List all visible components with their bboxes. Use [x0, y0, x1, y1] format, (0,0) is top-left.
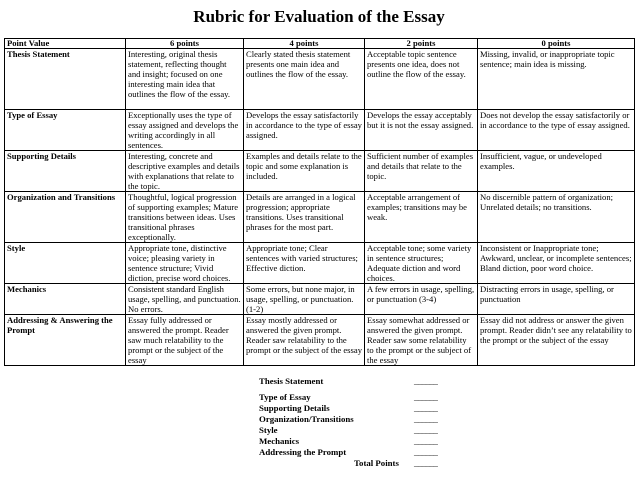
rubric-cell: Appropriate tone; Clear sentences with varied structures; Effective diction. — [244, 243, 365, 284]
summary-label: Supporting Details — [259, 403, 330, 413]
summary-label: Organization/Transitions — [259, 414, 354, 424]
summary-label: Addressing the Prompt — [259, 447, 347, 457]
summary-line — [259, 392, 444, 403]
score-blank: ______ — [414, 447, 438, 457]
rubric-cell: Exceptionally uses the type of essay assigned and develops the writing accordingly in all sentences. — [126, 110, 244, 151]
rubric-cell: A few errors in usage, spelling, or punctuation (3-4) — [365, 284, 478, 315]
rubric-cell: No discernible pattern of organization; Unrelated details; no transitions. — [478, 192, 635, 243]
rubric-cell: Essay mostly addressed or answered the given prompt. Reader saw relatability to the prompt or the subject of the essay — [244, 315, 365, 366]
score-summary — [259, 376, 444, 469]
rubric-cell: Acceptable arrangement of examples; transitions may be weak. — [365, 192, 478, 243]
summary-line — [259, 447, 444, 458]
rubric-cell: Inconsistent or Inappropriate tone; Awkward, unclear, or incomplete sentences; Bland diction, poor word choice. — [478, 243, 635, 284]
rubric-cell: Acceptable topic sentence presents one idea, does not outline the flow of the essay. — [365, 49, 478, 110]
table-row — [5, 110, 635, 151]
header-2-points: 2 points — [365, 39, 478, 49]
rubric-cell: Develops the essay satisfactorily in accordance to the type of essay assigned. — [244, 110, 365, 151]
rubric-cell: Distracting errors in usage, spelling, or punctuation — [478, 284, 635, 315]
table-row — [5, 315, 635, 366]
rubric-cell: Acceptable tone; some variety in sentence structures; Adequate diction and word choices. — [365, 243, 478, 284]
row-category: Style — [5, 243, 126, 284]
summary-label: Type of Essay — [259, 392, 311, 402]
rubric-cell: Insufficient, vague, or undeveloped examples. — [478, 151, 635, 192]
summary-label: Style — [259, 425, 278, 435]
rubric-cell: Thoughtful, logical progression of supporting examples; Mature transitions between ideas. Uses transitional phrases exceptionally. — [126, 192, 244, 243]
rubric-cell: Interesting, original thesis statement, reflecting thought and insight; focused on one interesting main idea that outlines the flow of the essay. — [126, 49, 244, 110]
rubric-cell: Essay did not address or answer the given prompt. Reader didn’t see any relatability to the prompt or the subject of the essay — [478, 315, 635, 366]
document-title: Rubric for Evaluation of the Essay — [193, 7, 445, 26]
score-blank: ______ — [414, 414, 438, 424]
rubric-cell: Examples and details relate to the topic and some explanation is included. — [244, 151, 365, 192]
rubric-cell: Some errors, but none major, in usage, spelling, or punctuation. (1-2) — [244, 284, 365, 315]
rubric-cell: Essay somewhat addressed or answered the given prompt. Reader saw some relatability to the prompt or the subject of the essay — [365, 315, 478, 366]
table-row — [5, 151, 635, 192]
table-row — [5, 284, 635, 315]
rubric-cell: Clearly stated thesis statement presents one main idea and outlines the flow of the essay. — [244, 49, 365, 110]
score-blank: ______ — [414, 436, 438, 446]
rubric-table — [4, 38, 635, 366]
header-4-points: 4 points — [244, 39, 365, 49]
score-blank: ______ — [414, 425, 438, 435]
score-blank: ______ — [414, 392, 438, 402]
summary-label: Thesis Statement — [259, 376, 324, 386]
summary-line — [259, 403, 444, 414]
rubric-cell: Consistent standard English usage, spelling, and punctuation. No errors. — [126, 284, 244, 315]
table-row — [5, 243, 635, 284]
rubric-cell: Does not develop the essay satisfactorily or in accordance to the type of essay assigned. — [478, 110, 635, 151]
rubric-cell: Sufficient number of examples and details that relate to the topic. — [365, 151, 478, 192]
total-points-blank: ______ — [414, 458, 438, 468]
table-row — [5, 192, 635, 243]
header-0-points: 0 points — [478, 39, 635, 49]
score-blank: ______ — [414, 376, 438, 386]
summary-line — [259, 376, 444, 387]
summary-line — [259, 436, 444, 447]
rubric-cell: Develops the essay acceptably but it is not the essay assigned. — [365, 110, 478, 151]
summary-label: Mechanics — [259, 436, 300, 446]
header-row — [5, 39, 635, 49]
row-category: Type of Essay — [5, 110, 126, 151]
total-points-label: Total Points — [354, 458, 399, 468]
rubric-cell: Missing, invalid, or inappropriate topic sentence; main idea is missing. — [478, 49, 635, 110]
rubric-cell: Interesting, concrete and descriptive examples and details with explanations that relate to the topic. — [126, 151, 244, 192]
score-blank: ______ — [414, 403, 438, 413]
header-point-value: Point Value — [5, 39, 126, 49]
rubric-cell: Details are arranged in a logical progression; appropriate transitions. Uses transitional phrases for the most part. — [244, 192, 365, 243]
table-row — [5, 49, 635, 110]
summary-line — [259, 425, 444, 436]
row-category: Mechanics — [5, 284, 126, 315]
row-category: Addressing & Answering the Prompt — [5, 315, 126, 366]
header-6-points: 6 points — [126, 39, 244, 49]
row-category: Organization and Transitions — [5, 192, 126, 243]
row-category: Thesis Statement — [5, 49, 126, 110]
summary-line — [259, 414, 444, 425]
rubric-cell: Essay fully addressed or answered the prompt. Reader saw much relatability to the prompt or the subject of the essay — [126, 315, 244, 366]
row-category: Supporting Details — [5, 151, 126, 192]
rubric-cell: Appropriate tone, distinctive voice; pleasing variety in sentence structure; Vivid diction, precise word choices. — [126, 243, 244, 284]
total-points-line — [259, 458, 444, 469]
